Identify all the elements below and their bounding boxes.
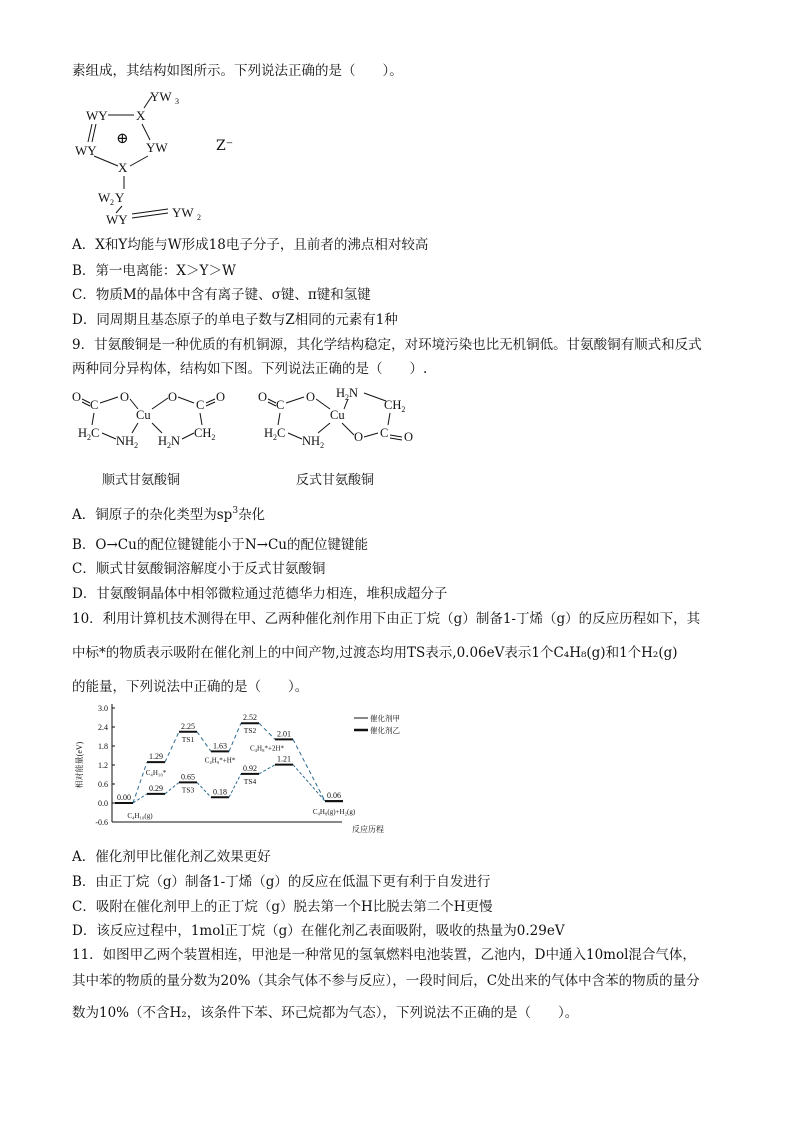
svg-text:C: C xyxy=(380,426,389,440)
struct-w2y-y: Y xyxy=(115,190,125,205)
svg-text:O: O xyxy=(168,390,178,404)
q10-stem-line1: 10．利用计算机技术测得在甲、乙两种催化剂作用下由正丁烷（g）制备1-丁烯（g）的反应历程如下，其 xyxy=(72,611,701,627)
struct-yw2-sub: 2 xyxy=(197,213,201,222)
svg-text:H2C: $H_2C$ xyxy=(78,426,100,442)
connector-b-2 xyxy=(197,782,211,797)
ts4-label: TS4 xyxy=(243,776,257,786)
value-label-b4: 0.92 xyxy=(243,763,257,773)
connector-a-1 xyxy=(165,732,179,762)
c4h10-star-label: C₄H₁₀* xyxy=(145,769,167,778)
svg-text:O: O xyxy=(258,390,268,404)
cis-label: 顺式甘氨酸铜 xyxy=(102,473,181,488)
struct-x-bottom: X xyxy=(118,160,128,175)
struct-wy-top: WY xyxy=(86,108,108,123)
q8-option-c: C．物质M的晶体中含有离子键、σ键、π键和氢键 xyxy=(72,287,371,303)
svg-text:Cu: Cu xyxy=(136,408,151,422)
svg-text:O: O xyxy=(354,430,364,444)
x-axis-label: 反应历程 xyxy=(352,825,384,834)
value-label-end: 0.06 xyxy=(327,791,341,801)
start-label: C₄H₁₀(g) xyxy=(127,812,153,820)
y-axis-label: 相对能量(eV) xyxy=(75,741,84,789)
svg-text:C: C xyxy=(90,398,99,412)
svg-text:H2C: $H_2C$ xyxy=(264,426,286,442)
struct-yw2: YW xyxy=(172,205,194,220)
svg-text:CH2: $CH_2$ xyxy=(384,398,406,414)
svg-text:O: O xyxy=(216,390,226,404)
y-tick-label: -0.6 xyxy=(95,818,108,827)
q9-option-a-post: 杂化 xyxy=(238,507,266,523)
ts2-label: TS2 xyxy=(243,726,257,736)
q8-intro: 素组成，其结构如图所示。下列说法正确的是（ ）。 xyxy=(72,63,403,79)
struct-wy-bottom: WY xyxy=(106,212,128,227)
product-label: C₄H₈(g)+H₂(g) xyxy=(312,808,356,817)
q11-stem-line2: 其中苯的物质的量分数为20%（其余气体不参与反应），一段时间后，C处出来的气体中含苯的物质的量分 xyxy=(72,973,700,989)
cis-glycinate-structure xyxy=(72,385,242,453)
svg-text:O: O xyxy=(404,430,414,444)
legend-label-a: 催化剂甲 xyxy=(370,714,400,723)
q9-option-a-sup: 3 xyxy=(232,506,239,516)
struct-x-top: X xyxy=(136,108,146,123)
q9-option-a-text: A．铜原子的杂化类型为sp xyxy=(72,507,233,523)
y-tick-label: 1.8 xyxy=(98,742,108,751)
q10-option-a: A．催化剂甲比催化剂乙效果更好 xyxy=(72,849,271,865)
value-label-a1: 1.29 xyxy=(149,752,163,762)
connector-b-4 xyxy=(259,765,275,774)
z-ion: Z⁻ xyxy=(216,138,234,154)
svg-text:Cu: Cu xyxy=(330,408,345,422)
svg-text:NH2: $NH_2$ xyxy=(302,434,325,450)
q9-option-b: B．O→Cu的配位键键能小于N→Cu的配位键键能 xyxy=(72,537,368,553)
q9-option-c: C．顺式甘氨酸铜溶解度小于反式甘氨酸铜 xyxy=(72,561,326,577)
q8-structure xyxy=(72,86,272,228)
q9-option-a xyxy=(72,502,265,524)
q10-option-d: D．该反应过程中，1mol正丁烷（g）在催化剂乙表面吸附，吸收的热量为0.29eV xyxy=(72,923,565,939)
value-label-a3: 1.63 xyxy=(213,741,227,751)
q8-option-d: D．同周期且基态原子的单电子数与Z相同的元素有1种 xyxy=(72,312,398,328)
connector-b-5 xyxy=(293,765,325,801)
value-label-a4: 2.52 xyxy=(243,713,257,723)
struct-w2y-sub: 2 xyxy=(110,198,114,207)
y-tick-label: 0.6 xyxy=(98,780,108,789)
value-label-v0: 0.00 xyxy=(117,793,131,802)
q9-stem-line2: 两种同分异构体，结构如下图。下列说法正确的是（ ）. xyxy=(72,361,428,377)
y-tick-label: 0.0 xyxy=(98,799,108,808)
value-label-b5: 1.21 xyxy=(277,754,291,764)
q10-option-c: C．吸附在催化剂甲上的正丁烷（g）脱去第一个H比脱去第二个H更慢 xyxy=(72,899,493,915)
struct-wy-left: WY xyxy=(75,143,97,158)
struct-w2y: W xyxy=(98,190,111,205)
q9-stem-line1: 9．甘氨酸铜是一种优质的有机铜源，其化学结构稳定，对环境污染也比无机铜低。甘氨酸铜有顺式和反式 xyxy=(72,337,702,353)
svg-text:O: O xyxy=(306,390,316,404)
q11-stem-line1: 11．如图甲乙两个装置相连，甲池是一种常见的氢氧燃料电池装置，乙池内，D中通入10mol混合气体， xyxy=(72,947,696,963)
c4h9-h-label: C₄H₉*+H* xyxy=(204,756,236,765)
energy-profile-chart xyxy=(72,700,412,840)
svg-text:H2N: $H_2N$ xyxy=(336,386,359,402)
svg-text:O: O xyxy=(120,390,130,404)
value-label-b2: 0.65 xyxy=(181,772,195,782)
svg-text:C: C xyxy=(276,398,285,412)
q10-option-b: B．由正丁烷（g）制备1-丁烯（g）的反应在低温下更有利于自发进行 xyxy=(72,874,491,890)
connector-b-1 xyxy=(165,782,179,793)
svg-text:CH2: $CH_2$ xyxy=(194,426,216,442)
struct-yw-right: YW xyxy=(146,140,168,155)
svg-text:NH2: $NH_2$ xyxy=(116,434,139,450)
value-label-a5: 2.01 xyxy=(277,729,291,739)
y-tick-label: 1.2 xyxy=(98,761,108,770)
value-label-a2: 2.25 xyxy=(181,721,195,731)
struct-plus: ⊕ xyxy=(116,131,129,147)
value-label-b3: 0.18 xyxy=(213,787,227,797)
y-tick-label: 3.0 xyxy=(98,704,108,713)
q8-option-b: B．第一电离能：X＞Y＞W xyxy=(72,263,236,279)
q10-stem-line3: 的能量，下列说法中正确的是（ ）。 xyxy=(72,679,309,695)
ts1-label: TS1 xyxy=(181,734,195,744)
q9-option-d: D．甘氨酸铜晶体中相邻微粒通过范德华力相连，堆积成超分子 xyxy=(72,586,448,602)
connector-a-4 xyxy=(259,723,275,739)
c4h8-2h-label: C₄H₈*+2H* xyxy=(249,744,285,753)
struct-yw3: YW xyxy=(150,89,172,104)
struct-yw3-sub: 3 xyxy=(175,97,179,106)
trans-glycinate-structure xyxy=(258,385,428,453)
svg-text:H2N: $H_2N$ xyxy=(158,434,181,450)
ts3-label: TS3 xyxy=(181,785,195,795)
y-tick-label: 2.4 xyxy=(98,723,108,732)
connector-b-3 xyxy=(229,774,241,797)
q8-option-a: A．X和Y均能与W形成18电子分子，且前者的沸点相对较高 xyxy=(72,237,429,253)
svg-text:C: C xyxy=(196,398,205,412)
trans-label: 反式甘氨酸铜 xyxy=(296,473,375,488)
q10-stem-line2: 中标*的物质表示吸附在催化剂上的中间产物,过渡态均用TS表示,0.06eV表示1个C₄H₈(g)和1个H₂(g) xyxy=(72,645,678,661)
connector-a-3 xyxy=(229,723,241,751)
legend-label-b: 催化剂乙 xyxy=(370,726,400,735)
connector-a-2 xyxy=(197,732,211,752)
value-label-b1: 0.29 xyxy=(149,783,163,793)
svg-text:O: O xyxy=(72,390,82,404)
connector-b-0 xyxy=(133,794,147,803)
q11-stem-line3: 数为10%（不含H₂，该条件下苯、环己烷都为气态），下列说法不正确的是（ ）。 xyxy=(72,1005,579,1021)
